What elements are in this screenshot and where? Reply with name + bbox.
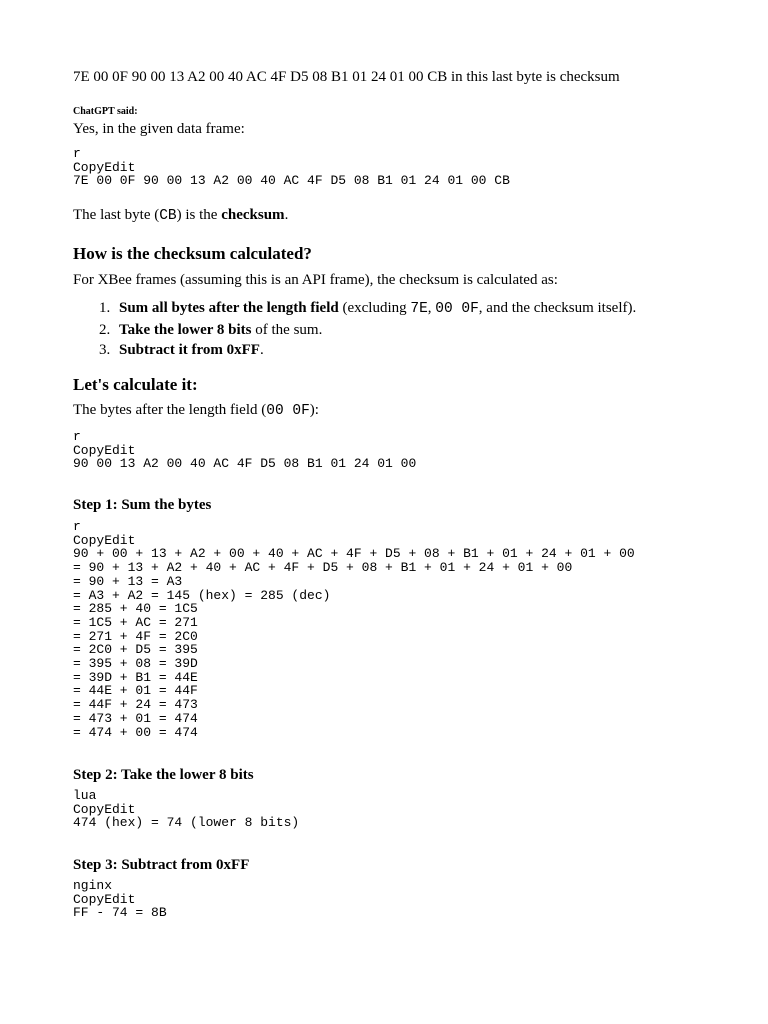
copy-edit-button[interactable]: CopyEdit: [73, 442, 136, 458]
code-content: 7E 00 0F 90 00 13 A2 00 40 AC 4F D5 08 B1 01 24 01 00 CB: [73, 173, 510, 189]
code-block-sum: [73, 520, 635, 739]
code-block-subtract: [73, 879, 167, 920]
assistant-label: ChatGPT said:: [73, 106, 138, 117]
code-lang: r: [73, 146, 81, 161]
code-content: 474 (hex) = 74 (lower 8 bits): [73, 815, 300, 831]
inline-code: 00 0F: [266, 403, 310, 419]
intro-text: Yes, in the given data frame:: [73, 121, 245, 137]
list-item: 1. Sum all bytes after the length field (excluding 7E, 00 0F, and the checksum itself).: [99, 300, 637, 317]
after-length-text: The bytes after the length field (00 0F):: [73, 402, 319, 419]
user-message: 7E 00 0F 90 00 13 A2 00 40 AC 4F D5 08 B1 01 24 01 00 CB in this last byte is checksum: [73, 69, 620, 85]
code-content: FF - 74 = 8B: [73, 905, 167, 921]
code-block-lower: [73, 789, 299, 830]
code-block-bytes: [73, 430, 416, 471]
last-byte-text: The last byte (CB) is the checksum.: [73, 207, 289, 224]
code-block-frame: [73, 147, 510, 188]
copy-edit-button[interactable]: CopyEdit: [73, 532, 136, 548]
code-content: 90 00 13 A2 00 40 AC 4F D5 08 B1 01 24 01 00: [73, 456, 417, 472]
heading-checksum-calc: How is the checksum calculated?: [73, 244, 312, 263]
copy-edit-button[interactable]: CopyEdit: [73, 159, 136, 175]
code-lang: r: [73, 519, 81, 534]
copy-edit-button[interactable]: CopyEdit: [73, 891, 136, 907]
step2-heading: Step 2: Take the lower 8 bits: [73, 767, 254, 783]
steps-list: [73, 298, 636, 361]
code-lang: r: [73, 429, 81, 444]
list-item: 2. Take the lower 8 bits of the sum.: [99, 321, 323, 338]
calc-intro: For XBee frames (assuming this is an API frame), the checksum is calculated as:: [73, 272, 558, 288]
step1-heading: Step 1: Sum the bytes: [73, 497, 212, 513]
list-item: 3. Subtract it from 0xFF.: [99, 342, 264, 358]
copy-edit-button[interactable]: CopyEdit: [73, 801, 136, 817]
code-lang: nginx: [73, 878, 113, 893]
code-content: 90 + 00 + 13 + A2 + 00 + 40 + AC + 4F + D5 + 08 + B1 + 01 + 24 + 01 + 00 = 90 + 13 + A2 + 40 + AC + 4F + D5 + 08 + B1 + 01 + 24 + 01 + 00 = 90 + 13 = A3 = A3 + A2 = 145 (hex) = 285 (dec) = 285 + 40 = 1C5 = 1C5 + AC = 271 = 271 + 4F = 2C0 = 2C0 + D5 = 395 = 395 + 08 = 39D = 39D + B1 = 44E = 44E + 01 = 44F = 44F + 24 = 473 = 473 + 01 = 474 = 474 + 00 = 474: [73, 546, 635, 740]
code-lang: lua: [73, 788, 97, 803]
heading-lets-calc: Let's calculate it:: [73, 375, 198, 394]
step3-heading: Step 3: Subtract from 0xFF: [73, 857, 250, 873]
inline-code: CB: [159, 208, 177, 224]
